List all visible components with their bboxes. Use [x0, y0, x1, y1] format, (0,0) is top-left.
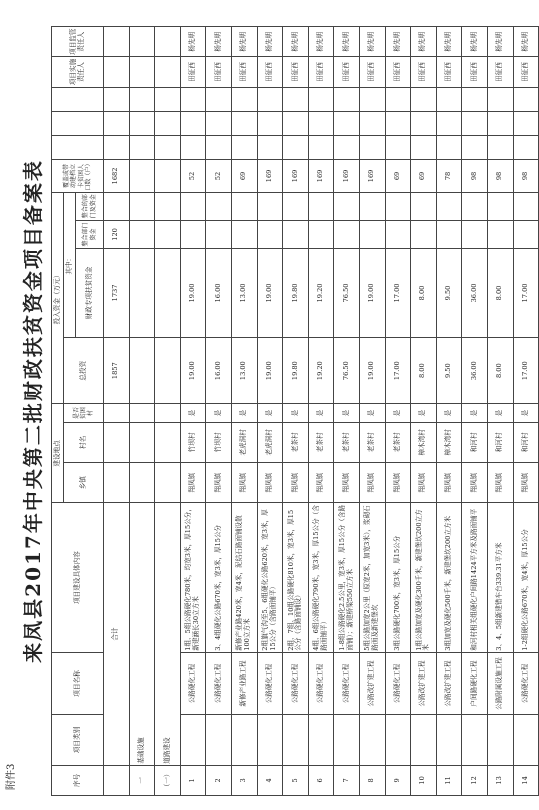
cell-content: 1组公路加宽及硬化300千米，新建堡坎200立方米 — [411, 503, 437, 652]
cell-empty — [411, 111, 437, 135]
cell-supervisor: 杨先明 — [257, 27, 283, 57]
header-content: 项目建设具体内容 — [52, 503, 104, 652]
cell-township: 翔凤镇 — [462, 463, 488, 503]
table-row — [257, 27, 283, 796]
cell-empty — [257, 136, 283, 160]
cell-households: 169 — [257, 160, 283, 192]
cell-empty — [231, 87, 257, 111]
cell-village: 樟木湾村 — [436, 422, 462, 462]
cell-name: 公路硬化工程 — [308, 652, 334, 715]
cell-owned — [462, 192, 488, 220]
cell-empty — [283, 87, 309, 111]
cell-fiscal: 8.00 — [487, 249, 513, 338]
cell-fiscal: 19.00 — [180, 249, 206, 338]
cell-owned — [283, 192, 309, 220]
cell-households: 98 — [513, 160, 539, 192]
cell-total: 19.20 — [308, 337, 334, 404]
cell-owned — [359, 192, 385, 220]
cell-category — [385, 715, 411, 765]
cell-households: 169 — [334, 160, 360, 192]
cell-seq: 5 — [283, 765, 309, 795]
cell-empty — [462, 87, 488, 111]
cell-township: 翔凤镇 — [283, 463, 309, 503]
header-poor-village: 是否贫困村 — [64, 404, 104, 422]
cell-fiscal: 19.00 — [359, 249, 385, 338]
cell-integrated — [385, 220, 411, 248]
header-location: 建设地点 — [52, 404, 64, 503]
cell-empty — [334, 87, 360, 111]
cell-village: 和河村 — [462, 422, 488, 462]
cell-total: 16.00 — [206, 337, 232, 404]
cell-supervisor: 杨先明 — [513, 27, 539, 57]
header-owned: 整合的部门及资金 — [76, 192, 104, 220]
cell-poor-village: 是 — [283, 404, 309, 422]
header-funds: 投入资金（万元） — [52, 192, 64, 404]
cell-owned — [513, 192, 539, 220]
cell-name: 公路硬化工程 — [180, 652, 206, 715]
cell-fiscal: 8.00 — [411, 249, 437, 338]
cell-poor-village: 是 — [206, 404, 232, 422]
cell-content: 新修产业路420米，宽4米，泥结石路面铺设散100立方米 — [231, 503, 257, 652]
total-integrated: 120 — [104, 220, 130, 248]
cell-impl-person: 田征西 — [283, 57, 309, 87]
table-row — [411, 27, 437, 796]
cell-owned — [334, 192, 360, 220]
cell-fiscal: 19.20 — [308, 249, 334, 338]
cell-content: 3、4组硬化公路670米，宽3米，厚15公分 — [206, 503, 232, 652]
cell-content: 1组、5组公路硬化780米，均宽3米，厚15公分，新建涵长30立方米 — [180, 503, 206, 652]
cell-category — [334, 715, 360, 765]
cell-township: 翔凤镇 — [257, 463, 283, 503]
cell-name: 户间路硬化工程 — [462, 652, 488, 715]
cell-poor-village: 是 — [359, 404, 385, 422]
header-seq: 序号 — [52, 765, 104, 795]
cell-impl-person: 田征西 — [231, 57, 257, 87]
cell-village: 老虎洞村 — [231, 422, 257, 462]
cell-empty — [359, 111, 385, 135]
sheet-title: 来凤县2017年中央第二批财政扶贫资金项目备案表 — [21, 159, 45, 663]
cell-poor-village: 是 — [436, 404, 462, 422]
table-row — [283, 27, 309, 796]
cell-content: 2组、7组、10组公路硬化810米，宽3米，厚15公分（含路面铺设） — [283, 503, 309, 652]
cell-owned — [231, 192, 257, 220]
cell-impl-person: 田征西 — [436, 57, 462, 87]
cell-seq: 8 — [359, 765, 385, 795]
cell-empty — [411, 136, 437, 160]
cell-fiscal: 13.00 — [231, 249, 257, 338]
cell-name: 公路硬化工程 — [334, 652, 360, 715]
cell-supervisor: 杨先明 — [411, 27, 437, 57]
cell-village: 老茶村 — [359, 422, 385, 462]
cell-supervisor: 杨先明 — [385, 27, 411, 57]
cell-empty — [385, 87, 411, 111]
cell-empty — [231, 136, 257, 160]
cell-households: 169 — [308, 160, 334, 192]
cell-impl-person: 田征西 — [206, 57, 232, 87]
cell-households: 169 — [359, 160, 385, 192]
cell-impl-person: 田征西 — [180, 57, 206, 87]
table-row — [385, 27, 411, 796]
cell-name: 公路硬化工程 — [513, 652, 539, 715]
cell-fiscal: 19.00 — [257, 249, 283, 338]
cell-impl-person: 田征西 — [487, 57, 513, 87]
cell-empty — [436, 87, 462, 111]
cell-supervisor: 杨先明 — [180, 27, 206, 57]
cell-supervisor: 杨先明 — [462, 27, 488, 57]
cell-village: 竹坝村 — [206, 422, 232, 462]
cell-total: 9.50 — [436, 337, 462, 404]
cell-empty — [231, 111, 257, 135]
header-category: 项目类别 — [52, 715, 104, 765]
cell-content: 1-2组硬化公路670米，宽4米，厚15公分 — [513, 503, 539, 652]
cell-content: 5组公路加宽2公里（原宽2米，加宽3米），浆砌石路面及新建堡坎 — [359, 503, 385, 652]
cell-total: 19.00 — [359, 337, 385, 404]
cell-households: 98 — [462, 160, 488, 192]
cell-content: 4组、6组公路硬化790米，宽3米，厚15公分（含路面铺平） — [308, 503, 334, 652]
cell-supervisor: 杨先明 — [334, 27, 360, 57]
cell-fiscal: 17.00 — [513, 249, 539, 338]
cell-name: 新修产业路工程 — [231, 652, 257, 715]
cell-name: 公路改扩建工程 — [359, 652, 385, 715]
cell-empty — [513, 111, 539, 135]
project-table — [51, 26, 539, 796]
cell-content: 3、4、5组新建错车台339.31平方米 — [487, 503, 513, 652]
cell-empty — [308, 136, 334, 160]
cell-households: 69 — [411, 160, 437, 192]
cell-total: 76.50 — [334, 337, 360, 404]
cell-seq: 9 — [385, 765, 411, 795]
cell-seq: 10 — [411, 765, 437, 795]
cell-supervisor: 杨先明 — [283, 27, 309, 57]
cell-total: 17.00 — [385, 337, 411, 404]
cell-poor-village: 是 — [180, 404, 206, 422]
cell-name: 公路改扩建工程 — [411, 652, 437, 715]
cell-empty — [487, 87, 513, 111]
cell-fiscal: 36.00 — [462, 249, 488, 338]
cell-impl-person: 田征西 — [513, 57, 539, 87]
cell-households: 52 — [180, 160, 206, 192]
cell-category — [206, 715, 232, 765]
header-village: 村名 — [64, 422, 104, 462]
cell-village: 和河村 — [513, 422, 539, 462]
table-row — [513, 27, 539, 796]
header-of-which: 其中： — [64, 192, 76, 337]
cell-name: 公路硬化工程 — [385, 652, 411, 715]
cell-township: 翔凤镇 — [334, 463, 360, 503]
cell-category — [462, 715, 488, 765]
cell-seq: 6 — [308, 765, 334, 795]
cell-category — [283, 715, 309, 765]
cell-impl-person: 田征西 — [411, 57, 437, 87]
cell-category — [257, 715, 283, 765]
cell-poor-village: 是 — [513, 404, 539, 422]
cell-total: 36.00 — [462, 337, 488, 404]
cell-poor-village: 是 — [231, 404, 257, 422]
cell-empty — [283, 136, 309, 160]
header-total: 总投资 — [64, 337, 104, 404]
cell-owned — [487, 192, 513, 220]
cell-empty — [206, 87, 232, 111]
cell-supervisor: 杨先明 — [436, 27, 462, 57]
cell-impl-person: 田征西 — [359, 57, 385, 87]
cell-total: 19.00 — [180, 337, 206, 404]
cell-seq: 11 — [436, 765, 462, 795]
table-row — [308, 27, 334, 796]
cell-seq: 14 — [513, 765, 539, 795]
header-households: 覆盖或带动建档立卡贫困人口数（户） — [52, 160, 104, 192]
table-row — [231, 27, 257, 796]
cell-supervisor: 杨先明 — [308, 27, 334, 57]
cell-township: 翔凤镇 — [308, 463, 334, 503]
cell-township: 翔凤镇 — [411, 463, 437, 503]
cell-supervisor: 杨先明 — [231, 27, 257, 57]
cell-township: 翔凤镇 — [513, 463, 539, 503]
cell-households: 78 — [436, 160, 462, 192]
cell-integrated — [513, 220, 539, 248]
cell-integrated — [231, 220, 257, 248]
cell-village: 老茶村 — [283, 422, 309, 462]
cell-content: 2组旗气沟至5、6组硬化公路620米，宽3米，厚15公分（含路面铺平） — [257, 503, 283, 652]
cell-seq: 7 — [334, 765, 360, 795]
table-row — [436, 27, 462, 796]
cell-content: 1-8组公路硬化2.5公里，宽3米，厚15公分（含路面铺）；新建桥梁550立方米 — [334, 503, 360, 652]
cell-township: 翔凤镇 — [231, 463, 257, 503]
cell-total: 8.00 — [411, 337, 437, 404]
subsection-number: （一） — [155, 765, 181, 795]
header-fiscal: 财政专项扶贫资金 — [76, 249, 104, 338]
cell-households: 169 — [283, 160, 309, 192]
table-row — [462, 27, 488, 796]
cell-total: 19.00 — [257, 337, 283, 404]
cell-empty — [180, 136, 206, 160]
cell-name: 公路附属设施工程 — [487, 652, 513, 715]
cell-total: 19.80 — [283, 337, 309, 404]
table-row — [359, 27, 385, 796]
subsection-row — [155, 27, 181, 796]
cell-poor-village: 是 — [462, 404, 488, 422]
cell-empty — [359, 136, 385, 160]
cell-empty — [308, 87, 334, 111]
cell-fiscal: 19.80 — [283, 249, 309, 338]
cell-empty — [462, 136, 488, 160]
cell-impl-person: 田征西 — [308, 57, 334, 87]
cell-impl-person: 田征西 — [385, 57, 411, 87]
cell-village: 和河村 — [487, 422, 513, 462]
header-name: 项目名称 — [52, 652, 104, 715]
table-row — [206, 27, 232, 796]
cell-integrated — [257, 220, 283, 248]
cell-seq: 12 — [462, 765, 488, 795]
cell-name: 公路硬化工程 — [283, 652, 309, 715]
cell-impl-person: 田征西 — [334, 57, 360, 87]
cell-empty — [436, 111, 462, 135]
cell-owned — [257, 192, 283, 220]
cell-empty — [462, 111, 488, 135]
total-label: 合计 — [104, 503, 130, 765]
cell-village: 竹坝村 — [180, 422, 206, 462]
cell-township: 翔凤镇 — [359, 463, 385, 503]
total-amount: 1857 — [104, 337, 130, 404]
cell-households: 69 — [231, 160, 257, 192]
cell-integrated — [436, 220, 462, 248]
cell-empty — [487, 136, 513, 160]
cell-township: 翔凤镇 — [487, 463, 513, 503]
cell-name: 公路硬化工程 — [206, 652, 232, 715]
header-township: 乡镇 — [64, 463, 104, 503]
cell-empty — [334, 136, 360, 160]
cell-poor-village: 是 — [487, 404, 513, 422]
cell-total: 13.00 — [231, 337, 257, 404]
cell-poor-village: 是 — [385, 404, 411, 422]
cell-fiscal: 76.50 — [334, 249, 360, 338]
total-row — [104, 27, 130, 796]
cell-poor-village: 是 — [308, 404, 334, 422]
cell-impl-person: 田征西 — [257, 57, 283, 87]
cell-empty — [308, 111, 334, 135]
cell-total: 8.00 — [487, 337, 513, 404]
cell-empty — [359, 87, 385, 111]
cell-supervisor: 杨先明 — [487, 27, 513, 57]
cell-seq: 1 — [180, 765, 206, 795]
cell-empty — [206, 111, 232, 135]
cell-seq: 3 — [231, 765, 257, 795]
cell-owned — [180, 192, 206, 220]
cell-integrated — [462, 220, 488, 248]
cell-content: 3组加宽及硬化500千米，新建堡坎200立方米 — [436, 503, 462, 652]
cell-empty — [487, 111, 513, 135]
cell-seq: 13 — [487, 765, 513, 795]
cell-empty — [411, 87, 437, 111]
cell-name: 公路硬化工程 — [257, 652, 283, 715]
cell-poor-village: 是 — [411, 404, 437, 422]
cell-poor-village: 是 — [334, 404, 360, 422]
record-sheet — [18, 26, 529, 796]
header-integrated: 整合部门资金 — [76, 220, 104, 248]
cell-empty — [385, 111, 411, 135]
total-households: 1682 — [104, 160, 130, 192]
cell-integrated — [206, 220, 232, 248]
section-number: 一 — [129, 765, 155, 795]
cell-owned — [385, 192, 411, 220]
cell-category — [513, 715, 539, 765]
section-row — [129, 27, 155, 796]
cell-content: 和河村相关组硬化户间路1424平方米及路面铺平 — [462, 503, 488, 652]
table-row — [180, 27, 206, 796]
cell-village: 老茶村 — [308, 422, 334, 462]
cell-fiscal: 16.00 — [206, 249, 232, 338]
cell-integrated — [308, 220, 334, 248]
cell-poor-village: 是 — [257, 404, 283, 422]
cell-village: 樟木湾村 — [411, 422, 437, 462]
cell-empty — [257, 87, 283, 111]
cell-integrated — [283, 220, 309, 248]
subsection-label: 道路建设 — [155, 503, 181, 765]
cell-village: 老虎洞村 — [257, 422, 283, 462]
cell-impl-person: 田征西 — [462, 57, 488, 87]
cell-households: 98 — [487, 160, 513, 192]
cell-content: 3组公路硬化700米，宽3米，厚15公分 — [385, 503, 411, 652]
cell-empty — [180, 87, 206, 111]
cell-township: 翔凤镇 — [385, 463, 411, 503]
cell-owned — [436, 192, 462, 220]
header-impl-person: 项目实施责任人 — [52, 57, 104, 87]
cell-empty — [436, 136, 462, 160]
header-supervisor: 项目监管责任人 — [52, 27, 104, 57]
cell-supervisor: 杨先明 — [359, 27, 385, 57]
cell-seq: 2 — [206, 765, 232, 795]
cell-category — [436, 715, 462, 765]
cell-empty — [257, 111, 283, 135]
cell-empty — [513, 136, 539, 160]
cell-integrated — [180, 220, 206, 248]
total-fiscal: 1737 — [104, 249, 130, 338]
cell-owned — [411, 192, 437, 220]
cell-empty — [334, 111, 360, 135]
table-row — [334, 27, 360, 796]
cell-category — [411, 715, 437, 765]
cell-village: 老茶村 — [385, 422, 411, 462]
cell-owned — [308, 192, 334, 220]
cell-owned — [206, 192, 232, 220]
cell-supervisor: 杨先明 — [206, 27, 232, 57]
cell-category — [487, 715, 513, 765]
table-row — [487, 27, 513, 796]
cell-integrated — [487, 220, 513, 248]
cell-village: 老茶村 — [334, 422, 360, 462]
cell-name: 公路改扩建工程 — [436, 652, 462, 715]
cell-seq: 4 — [257, 765, 283, 795]
cell-integrated — [359, 220, 385, 248]
cell-empty — [180, 111, 206, 135]
cell-integrated — [334, 220, 360, 248]
cell-fiscal: 17.00 — [385, 249, 411, 338]
cell-households: 69 — [385, 160, 411, 192]
cell-empty — [513, 87, 539, 111]
cell-category — [308, 715, 334, 765]
cell-integrated — [411, 220, 437, 248]
cell-category — [231, 715, 257, 765]
cell-fiscal: 9.50 — [436, 249, 462, 338]
cell-empty — [283, 111, 309, 135]
section-label: 基础设施 — [129, 503, 155, 765]
cell-township: 翔凤镇 — [206, 463, 232, 503]
cell-empty — [385, 136, 411, 160]
cell-township: 翔凤镇 — [436, 463, 462, 503]
cell-category — [180, 715, 206, 765]
attachment-label: 附件3 — [6, 763, 17, 790]
cell-total: 17.00 — [513, 337, 539, 404]
cell-township: 翔凤镇 — [180, 463, 206, 503]
cell-empty — [206, 136, 232, 160]
cell-category — [359, 715, 385, 765]
cell-households: 52 — [206, 160, 232, 192]
